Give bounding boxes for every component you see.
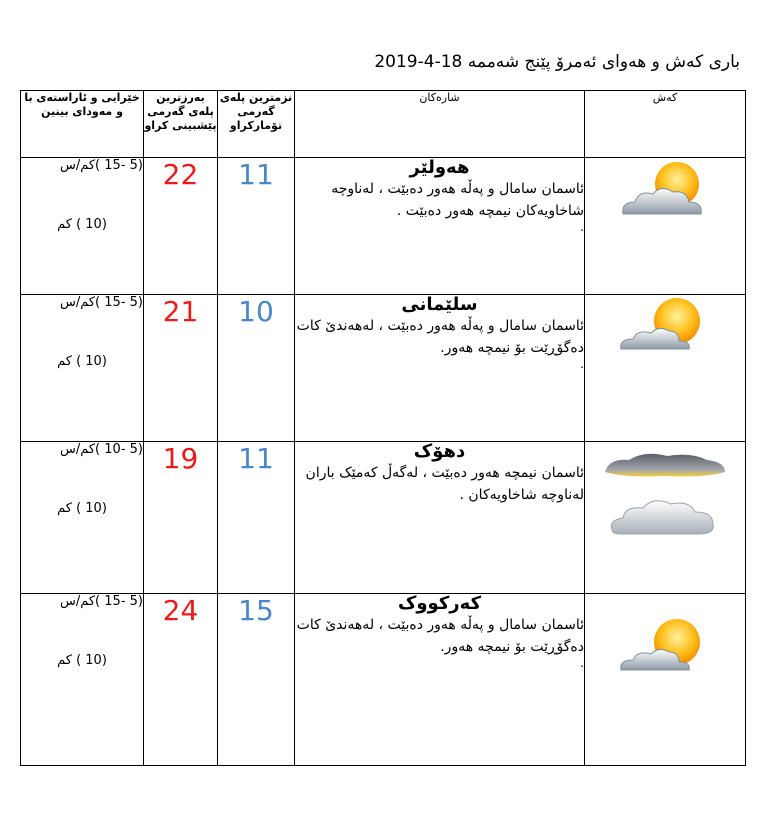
sun-behind-cloud-icon bbox=[615, 295, 715, 359]
high-cell bbox=[144, 295, 218, 442]
low-temp: 11 bbox=[238, 158, 274, 191]
header-wind: خێرایی و ئاراستەی با و مەودای بینین bbox=[21, 91, 144, 158]
header-weather: کەش bbox=[585, 91, 746, 158]
high-temp: 19 bbox=[162, 442, 199, 475]
high-cell bbox=[144, 594, 218, 766]
city-name: هەولێر bbox=[409, 157, 470, 178]
sun-behind-cloud-icon bbox=[615, 158, 715, 222]
city-cell bbox=[295, 442, 585, 594]
low-cell bbox=[218, 158, 295, 295]
city-cell bbox=[295, 594, 585, 766]
high-cell bbox=[144, 158, 218, 295]
table-row bbox=[21, 295, 746, 442]
header-high: بەرزترین پلەی گەرمی پێشبینی کراو bbox=[144, 91, 218, 158]
header-row bbox=[21, 91, 746, 158]
low-temp: 15 bbox=[238, 594, 274, 627]
sun-behind-cloud-icon bbox=[615, 616, 715, 680]
low-temp: 10 bbox=[238, 295, 274, 328]
city-name: دهۆک bbox=[413, 441, 466, 462]
wind-speed: (5 -15 )کم/س bbox=[59, 594, 143, 609]
forecast-text: ئاسمان سامال و پەڵە هەور دەبێت ، لەهەندێ کات دەگۆڕێت بۆ نیمچە هەور. bbox=[296, 318, 584, 356]
cloudy-icon bbox=[595, 442, 735, 542]
visibility: (10 ) کم bbox=[57, 354, 107, 369]
page-title: باری کەش و هەوای ئەمرۆ پێنج شەممە 18-4-2019 bbox=[374, 52, 740, 72]
header-low: نزمترین پلەی گەرمی تۆمارکراو bbox=[218, 91, 295, 158]
visibility: (10 ) کم bbox=[57, 501, 107, 516]
forecast-text: ئاسمان سامال و پەڵە هەور دەبێت ، لەناوچە شاخاویەکان نیمچە هەور دەبێت . bbox=[331, 181, 584, 219]
low-cell bbox=[218, 295, 295, 442]
trailing-dot: . bbox=[580, 656, 584, 670]
wind-cell bbox=[21, 295, 144, 442]
wind-cell bbox=[21, 442, 144, 594]
low-cell bbox=[218, 594, 295, 766]
wind-speed: (5 -15 )کم/س bbox=[59, 158, 143, 173]
weather-icon-cell bbox=[585, 442, 746, 594]
city-cell bbox=[295, 158, 585, 295]
header-cities: شارەکان bbox=[295, 91, 585, 158]
high-temp: 21 bbox=[162, 295, 199, 328]
weather-table bbox=[20, 90, 746, 766]
table-row bbox=[21, 158, 746, 295]
wind-cell bbox=[21, 158, 144, 295]
high-temp: 22 bbox=[162, 158, 199, 191]
wind-speed: (5 -15 )کم/س bbox=[59, 295, 143, 310]
weather-icon-cell bbox=[585, 158, 746, 295]
visibility: (10 ) کم bbox=[57, 653, 107, 668]
table-row bbox=[21, 442, 746, 594]
weather-icon-cell bbox=[585, 295, 746, 442]
forecast-text: ئاسمان سامال و پەڵە هەور دەبێت ، لەهەندێ کات دەگۆڕێت بۆ نیمچە هەور. bbox=[296, 617, 584, 655]
high-temp: 24 bbox=[162, 594, 199, 627]
low-temp: 11 bbox=[238, 442, 274, 475]
table-row bbox=[21, 594, 746, 766]
visibility: (10 ) کم bbox=[57, 217, 107, 232]
city-cell bbox=[295, 295, 585, 442]
wind-cell bbox=[21, 594, 144, 766]
wind-speed: (5 -10 )کم/س bbox=[59, 442, 143, 457]
trailing-dot: . bbox=[580, 220, 584, 234]
weather-icon-cell bbox=[585, 594, 746, 766]
trailing-dot: . bbox=[580, 357, 584, 371]
high-cell bbox=[144, 442, 218, 594]
city-name: سلێمانی bbox=[401, 294, 478, 315]
forecast-text: ئاسمان نیمچە هەور دەبێت ، لەگەڵ کەمێک باران لەناوچە شاخاویەکان . bbox=[305, 465, 584, 503]
city-name: کەرکووک bbox=[397, 593, 482, 614]
low-cell bbox=[218, 442, 295, 594]
